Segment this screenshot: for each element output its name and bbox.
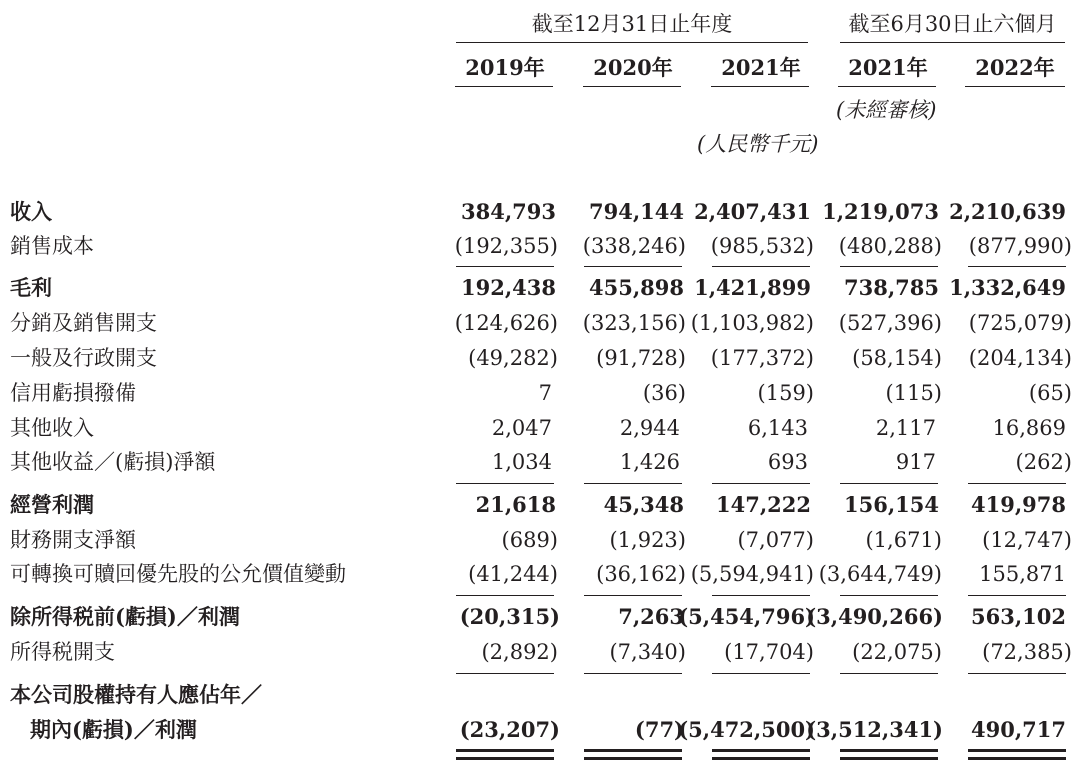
row-value: 7,263 — [618, 604, 684, 629]
row-value: (12,747) — [982, 528, 1072, 552]
row-value: (36,162) — [596, 562, 686, 586]
row-value: (192,355) — [454, 234, 558, 258]
subtotal-rule — [584, 673, 682, 674]
row-value: 794,144 — [589, 199, 684, 224]
subtotal-rule — [456, 673, 554, 674]
subtotal-rule — [584, 595, 682, 596]
row-value: (124,626) — [454, 311, 558, 335]
row-value: 693 — [767, 450, 808, 474]
subtotal-rule — [840, 595, 938, 596]
row-value: 21,618 — [475, 492, 556, 517]
row-value: 1,421,899 — [694, 275, 811, 300]
subtotal-rule — [712, 483, 810, 484]
row-value: (689) — [501, 528, 558, 552]
currency-note: (人民幣千元) — [697, 132, 819, 156]
total-double-rule — [456, 749, 554, 760]
group-header-year: 截至12月31日止年度 — [531, 12, 733, 36]
row-label-revenue: 收入 — [10, 199, 52, 224]
total-double-rule — [584, 749, 682, 760]
row-value: (5,454,796) — [678, 604, 815, 629]
row-value: (338,246) — [582, 234, 686, 258]
column-header-rule — [583, 86, 681, 87]
group-header-year-rule — [456, 42, 808, 43]
column-header-2022-h1: 2022年 — [975, 55, 1055, 80]
row-value: 917 — [895, 450, 936, 474]
row-label-other-income: 其他收入 — [10, 416, 94, 440]
row-value: 155,871 — [979, 562, 1066, 586]
column-header-rule — [711, 86, 809, 87]
row-value: (36) — [642, 381, 686, 405]
column-header-rule — [965, 86, 1065, 87]
subtotal-rule — [840, 673, 938, 674]
row-label-gross-profit: 毛利 — [10, 275, 52, 300]
subtotal-rule — [584, 483, 682, 484]
row-value: (3,490,266) — [806, 604, 943, 629]
row-label-other-gains: 其他收益／(虧損)淨額 — [10, 450, 216, 474]
row-value: 2,407,431 — [694, 199, 811, 224]
subtotal-rule — [712, 673, 810, 674]
row-value: 2,944 — [619, 416, 680, 440]
row-value: (7,077) — [737, 528, 814, 552]
row-value: (725,079) — [968, 311, 1072, 335]
unaudited-note: (未經審核) — [836, 98, 937, 122]
row-label-credit-loss: 信用虧損撥備 — [10, 381, 136, 405]
subtotal-rule — [968, 483, 1066, 484]
column-header-2021-h1: 2021年 — [848, 55, 928, 80]
column-header-rule — [455, 86, 553, 87]
row-value: (5,594,941) — [690, 562, 814, 586]
group-header-half: 截至6月30日止六個月 — [848, 12, 1057, 36]
subtotal-rule — [840, 483, 938, 484]
row-value: (877,990) — [968, 234, 1072, 258]
row-value: (204,134) — [968, 346, 1072, 370]
row-value: 1,219,073 — [822, 199, 939, 224]
row-label-fair-value-change: 可轉換可贖回優先股的公允價值變動 — [10, 562, 346, 586]
row-value: (3,512,341) — [806, 717, 943, 742]
row-label-finance-expenses: 財務開支淨額 — [10, 528, 136, 552]
row-value: (527,396) — [838, 311, 942, 335]
column-header-rule — [838, 86, 936, 87]
row-value: (2,892) — [481, 640, 558, 664]
row-value: (1,923) — [609, 528, 686, 552]
row-value: (41,244) — [468, 562, 558, 586]
subtotal-rule — [584, 266, 682, 267]
row-value: (1,671) — [865, 528, 942, 552]
row-value: (23,207) — [459, 717, 560, 742]
row-value: (262) — [1015, 450, 1072, 474]
row-value: (65) — [1028, 381, 1072, 405]
row-value: 7 — [538, 381, 552, 405]
subtotal-rule — [712, 595, 810, 596]
row-value: (77) — [634, 717, 684, 742]
subtotal-rule — [456, 595, 554, 596]
row-value: 2,210,639 — [949, 199, 1066, 224]
row-value: (1,103,982) — [690, 311, 814, 335]
row-label-distribution-expenses: 分銷及銷售開支 — [10, 311, 157, 335]
row-value: (7,340) — [609, 640, 686, 664]
row-value: 384,793 — [461, 199, 556, 224]
column-header-2019: 2019年 — [465, 55, 545, 80]
row-label-admin-expenses: 一般及行政開支 — [10, 346, 157, 370]
subtotal-rule — [456, 266, 554, 267]
row-value: 6,143 — [747, 416, 808, 440]
row-value: 45,348 — [603, 492, 684, 517]
row-value: 1,034 — [491, 450, 552, 474]
row-value: (17,704) — [724, 640, 814, 664]
row-value: 563,102 — [971, 604, 1066, 629]
row-label-income-tax: 所得税開支 — [10, 640, 115, 664]
total-double-rule — [712, 749, 810, 760]
row-value: 192,438 — [461, 275, 556, 300]
row-value: 156,154 — [844, 492, 939, 517]
row-value: (115) — [885, 381, 942, 405]
row-value: (159) — [757, 381, 814, 405]
row-value: 419,978 — [971, 492, 1066, 517]
row-label-operating-profit: 經營利潤 — [10, 492, 94, 517]
column-header-2021: 2021年 — [721, 55, 801, 80]
row-label-attributable-profit: 本公司股權持有人應佔年／ — [10, 682, 262, 707]
row-value: 490,717 — [971, 717, 1066, 742]
column-header-2020: 2020年 — [593, 55, 673, 80]
row-value: (480,288) — [838, 234, 942, 258]
row-label-cost-of-sales: 銷售成本 — [10, 234, 94, 258]
row-value: 16,869 — [992, 416, 1066, 440]
subtotal-rule — [968, 595, 1066, 596]
subtotal-rule — [968, 673, 1066, 674]
row-value: 2,117 — [875, 416, 936, 440]
subtotal-rule — [968, 266, 1066, 267]
row-value: (5,472,500) — [678, 717, 815, 742]
row-value: (91,728) — [596, 346, 686, 370]
subtotal-rule — [840, 266, 938, 267]
subtotal-rule — [712, 266, 810, 267]
row-value: (72,385) — [982, 640, 1072, 664]
row-value: 455,898 — [589, 275, 684, 300]
row-label-pre-tax-profit: 除所得税前(虧損)／利潤 — [10, 604, 240, 629]
subtotal-rule — [456, 483, 554, 484]
row-value: 738,785 — [844, 275, 939, 300]
row-value: 2,047 — [491, 416, 552, 440]
total-double-rule — [968, 749, 1066, 760]
row-value: (20,315) — [459, 604, 560, 629]
group-header-half-rule — [840, 42, 1065, 43]
row-value: 147,222 — [716, 492, 811, 517]
row-value: 1,426 — [619, 450, 680, 474]
row-value: (985,532) — [710, 234, 814, 258]
row-value: (323,156) — [582, 311, 686, 335]
row-value: (49,282) — [468, 346, 558, 370]
total-double-rule — [840, 749, 938, 760]
row-label-attributable-profit-line2: 期內(虧損)／利潤 — [30, 717, 197, 742]
row-value: 1,332,649 — [949, 275, 1066, 300]
row-value: (22,075) — [852, 640, 942, 664]
row-value: (177,372) — [710, 346, 814, 370]
row-value: (3,644,749) — [818, 562, 942, 586]
row-value: (58,154) — [852, 346, 942, 370]
